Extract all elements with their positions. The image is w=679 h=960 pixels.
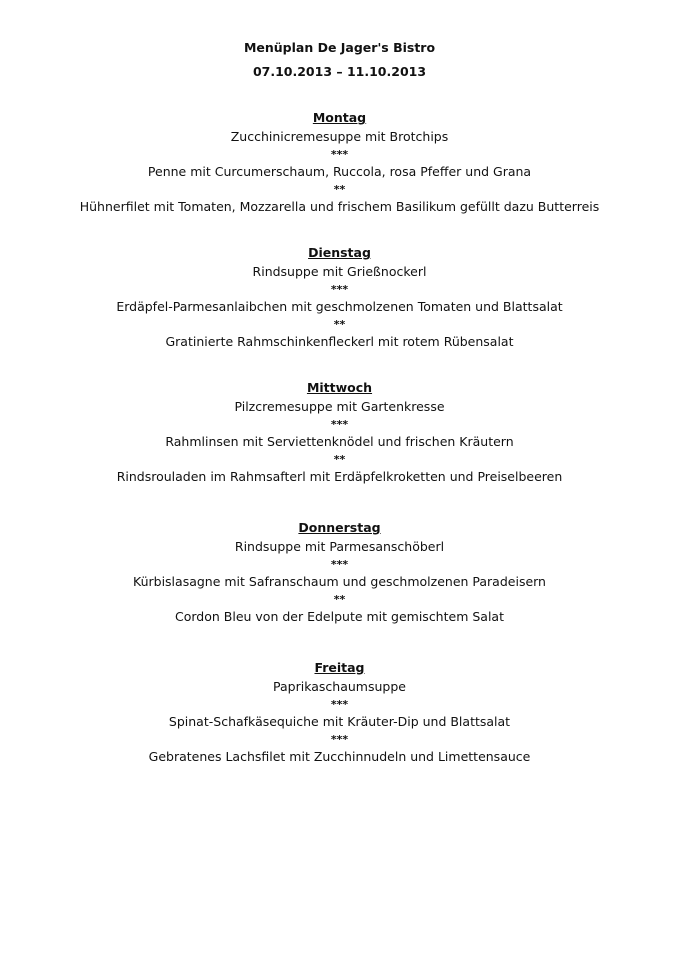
soup-line: Pilzcremesuppe mit Gartenkresse — [234, 399, 445, 414]
day-title: Donnerstag — [298, 520, 381, 535]
main-course-line: Rahmlinsen mit Serviettenknödel und frischen Kräutern — [165, 434, 514, 449]
day-block-montag — [0, 110, 679, 216]
menu-date-range: 07.10.2013 – 11.10.2013 — [252, 64, 427, 79]
day-title: Montag — [312, 110, 367, 125]
main-course-line: Erdäpfel-Parmesanlaibchen mit geschmolzenen Tomaten und Blattsalat — [116, 299, 563, 314]
main-course-line: Rindsrouladen im Rahmsafterl mit Erdäpfelkroketten und Preiselbeeren — [116, 469, 563, 484]
separator: *** — [330, 282, 349, 296]
day-block-freitag — [0, 660, 679, 766]
day-title: Dienstag — [308, 245, 371, 260]
main-course-line: Hühnerfilet mit Tomaten, Mozzarella und frischem Basilikum gefüllt dazu Butterreis — [79, 199, 600, 214]
separator: ** — [333, 182, 346, 196]
separator: *** — [330, 557, 349, 571]
main-course-line: Penne mit Curcumerschaum, Ruccola, rosa Pfeffer und Grana — [147, 164, 532, 179]
separator: *** — [330, 147, 349, 161]
separator: *** — [330, 697, 349, 711]
separator: ** — [333, 452, 346, 466]
day-block-donnerstag — [0, 520, 679, 626]
menu-title: Menüplan De Jager's Bistro — [243, 40, 436, 55]
day-block-mittwoch — [0, 380, 679, 486]
main-course-line: Kürbislasagne mit Safranschaum und geschmolzenen Paradeisern — [133, 574, 546, 589]
soup-line: Rindsuppe mit Grießnockerl — [252, 264, 427, 279]
separator: ** — [333, 317, 346, 331]
separator: *** — [330, 732, 349, 746]
soup-line: Zucchinicremesuppe mit Brotchips — [230, 129, 449, 144]
day-title: Mittwoch — [306, 380, 373, 395]
day-title: Freitag — [314, 660, 365, 675]
soup-line: Paprikaschaumsuppe — [273, 679, 406, 694]
main-course-line: Gebratenes Lachsfilet mit Zucchinnudeln und Limettensauce — [148, 749, 531, 764]
separator: *** — [330, 417, 349, 431]
main-course-line: Cordon Bleu von der Edelpute mit gemischtem Salat — [175, 609, 504, 624]
separator: ** — [333, 592, 346, 606]
main-course-line: Spinat-Schafkäsequiche mit Kräuter-Dip und Blattsalat — [168, 714, 511, 729]
day-block-dienstag — [0, 245, 679, 351]
main-course-line: Gratinierte Rahmschinkenfleckerl mit rotem Rübensalat — [165, 334, 514, 349]
soup-line: Rindsuppe mit Parmesanschöberl — [234, 539, 445, 554]
